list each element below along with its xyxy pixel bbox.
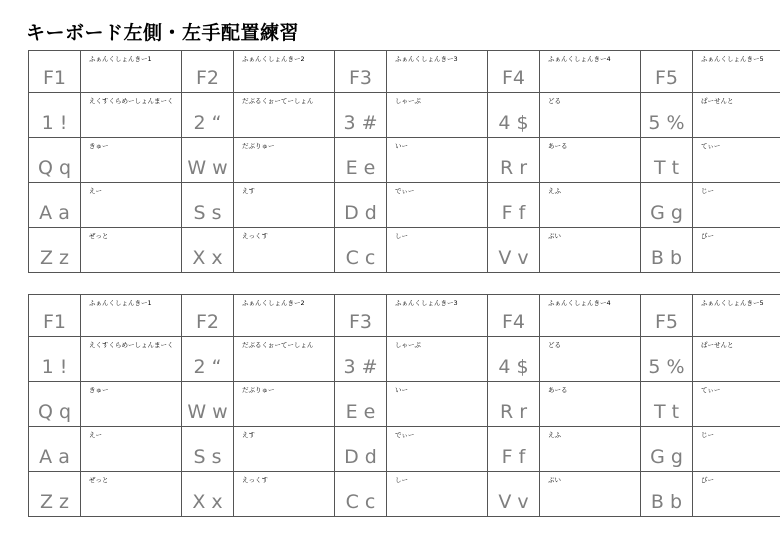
key-label: F f (488, 183, 540, 228)
key-label: F5 (641, 295, 693, 337)
key-reading: ふぁんくしょんきー1 (81, 295, 182, 337)
key-label: W w (182, 138, 234, 183)
key-reading: あーる (540, 138, 641, 183)
key-label: 3 # (335, 93, 387, 138)
key-reading: えふ (540, 183, 641, 228)
key-label: R r (488, 138, 540, 183)
page-title: キーボード左側・左手配置練習 (26, 22, 300, 44)
table-row (29, 183, 780, 228)
key-label: B b (641, 228, 693, 273)
key-reading: じー (693, 427, 780, 472)
key-label: A a (29, 183, 81, 228)
key-reading: ふぁんくしょんきー5 (693, 295, 780, 337)
key-label: F f (488, 427, 540, 472)
key-label: Z z (29, 228, 81, 273)
key-reading: いー (387, 138, 488, 183)
key-reading: えくすくらめーしょんまーく (81, 93, 182, 138)
key-label: R r (488, 382, 540, 427)
key-reading: えふ (540, 427, 641, 472)
key-reading: えー (81, 183, 182, 228)
key-reading: ふぁんくしょんきー3 (387, 295, 488, 337)
key-label: F1 (29, 51, 81, 93)
key-label: Q q (29, 382, 81, 427)
key-reading: てぃー (693, 138, 780, 183)
key-reading: ぶい (540, 472, 641, 517)
key-reading: あーる (540, 382, 641, 427)
key-reading: ふぁんくしょんきー2 (234, 295, 335, 337)
key-reading: ふぁんくしょんきー1 (81, 51, 182, 93)
key-reading: きゅー (81, 382, 182, 427)
key-label: F3 (335, 295, 387, 337)
key-reading: ふぁんくしょんきー5 (693, 51, 780, 93)
key-reading: いー (387, 382, 488, 427)
key-reading: てぃー (693, 382, 780, 427)
key-label: W w (182, 382, 234, 427)
key-reading: しー (387, 472, 488, 517)
key-label: Z z (29, 472, 81, 517)
key-label: X x (182, 472, 234, 517)
key-label: D d (335, 183, 387, 228)
table-row (29, 295, 780, 337)
key-reading: だぶるくぉーてーしょん (234, 337, 335, 382)
key-reading: しゃーぷ (387, 93, 488, 138)
key-label: F2 (182, 51, 234, 93)
key-label: F4 (488, 51, 540, 93)
key-label: 5 % (641, 337, 693, 382)
key-reading: ふぁんくしょんきー4 (540, 51, 641, 93)
key-reading: びー (693, 472, 780, 517)
key-label: F2 (182, 295, 234, 337)
key-reading: でぃー (387, 183, 488, 228)
table-row (29, 51, 780, 93)
key-label: 2 “ (182, 93, 234, 138)
key-label: 3 # (335, 337, 387, 382)
key-label: F1 (29, 295, 81, 337)
key-label: F4 (488, 295, 540, 337)
key-label: 4 $ (488, 337, 540, 382)
key-reading: えー (81, 427, 182, 472)
key-label: S s (182, 183, 234, 228)
key-reading: えっくす (234, 228, 335, 273)
practice-table-upper (28, 50, 780, 273)
key-reading: しー (387, 228, 488, 273)
key-reading: えくすくらめーしょんまーく (81, 337, 182, 382)
key-reading: ぜっと (81, 228, 182, 273)
key-label: V v (488, 472, 540, 517)
key-label: X x (182, 228, 234, 273)
key-reading: ぱーせんと (693, 93, 780, 138)
key-label: S s (182, 427, 234, 472)
key-label: 1 ! (29, 337, 81, 382)
key-reading: しゃーぷ (387, 337, 488, 382)
key-reading: ふぁんくしょんきー4 (540, 295, 641, 337)
key-reading: えっくす (234, 472, 335, 517)
key-reading: ふぁんくしょんきー3 (387, 51, 488, 93)
key-label: F5 (641, 51, 693, 93)
key-reading: でぃー (387, 427, 488, 472)
key-label: D d (335, 427, 387, 472)
key-reading: えす (234, 183, 335, 228)
key-label: C c (335, 228, 387, 273)
key-label: V v (488, 228, 540, 273)
key-label: G g (641, 183, 693, 228)
key-reading: えす (234, 427, 335, 472)
key-reading: どる (540, 93, 641, 138)
key-reading: きゅー (81, 138, 182, 183)
key-label: G g (641, 427, 693, 472)
key-reading: だぶりゅー (234, 382, 335, 427)
key-reading: びー (693, 228, 780, 273)
table-row (29, 138, 780, 183)
key-label: T t (641, 382, 693, 427)
key-label: E e (335, 382, 387, 427)
key-reading: どる (540, 337, 641, 382)
key-label: T t (641, 138, 693, 183)
key-label: E e (335, 138, 387, 183)
key-reading: だぶるくぉーてーしょん (234, 93, 335, 138)
key-reading: ぜっと (81, 472, 182, 517)
practice-table-lower (28, 294, 780, 517)
key-reading: ぶい (540, 228, 641, 273)
key-label: B b (641, 472, 693, 517)
key-label: 5 % (641, 93, 693, 138)
key-label: 2 “ (182, 337, 234, 382)
table-row (29, 337, 780, 382)
table-row (29, 228, 780, 273)
table-row (29, 472, 780, 517)
key-label: Q q (29, 138, 81, 183)
key-reading: ぱーせんと (693, 337, 780, 382)
table-row (29, 427, 780, 472)
key-label: C c (335, 472, 387, 517)
key-label: A a (29, 427, 81, 472)
key-reading: ふぁんくしょんきー2 (234, 51, 335, 93)
key-label: 4 $ (488, 93, 540, 138)
key-reading: じー (693, 183, 780, 228)
key-label: 1 ! (29, 93, 81, 138)
key-reading: だぶりゅー (234, 138, 335, 183)
table-row (29, 93, 780, 138)
key-label: F3 (335, 51, 387, 93)
table-row (29, 382, 780, 427)
